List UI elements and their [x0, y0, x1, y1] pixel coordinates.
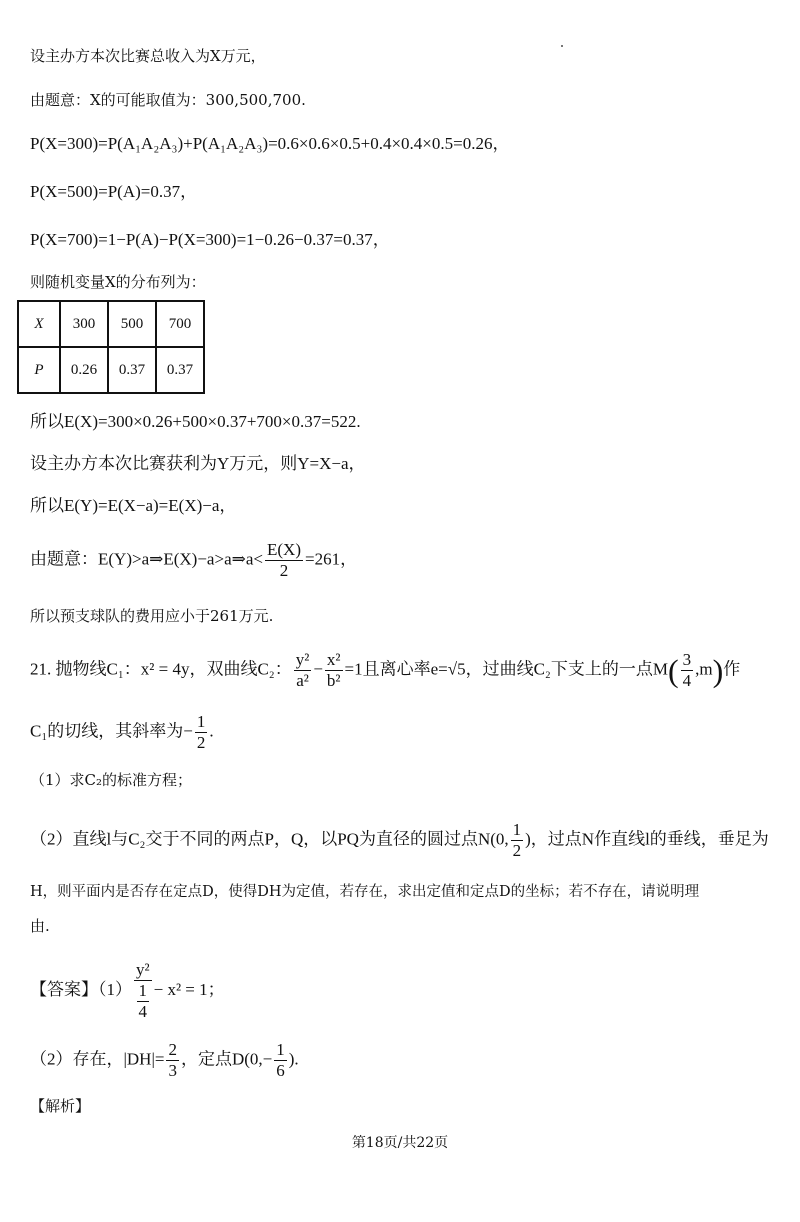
question-21-part-1: （1）求C₂的标准方程；	[30, 771, 193, 789]
speck-dot	[561, 45, 563, 47]
answer-part-1: 【答案】（1） $\frac{\text{y²}}{\frac{1}{4}}$ − x² = 1；	[30, 960, 225, 1021]
table-cell: 300	[60, 301, 108, 347]
equation-inequality: 由题意：E(Y)>a⇒E(X)−a>a⇒a< $\frac{E(X)}{2}$ =261，	[30, 540, 358, 580]
question-21-part-2-end: 由.	[30, 917, 50, 935]
table-cell: X	[18, 301, 60, 347]
equation-p700: P(X=700)=1−P(A)−P(X=300)=1−0.26−0.37=0.37，	[30, 230, 390, 249]
table-cell: 700	[156, 301, 204, 347]
page-footer: 第18页/共22页	[351, 1135, 449, 1151]
text-line-conclusion: 所以预支球队的费用应小于261万元.	[30, 607, 274, 625]
fraction: $\frac{E(X)}{2}$	[267, 540, 301, 580]
question-21-part-2-cont: H，则平面内是否存在定点D，使得DH为定值，若存在，求出定值和定点D的坐标；若不存在，请说明理	[30, 884, 700, 900]
fraction: $\frac{\text{y²}}{\frac{1}{4}}$	[136, 960, 150, 1021]
question-21-part-2: （2）直线l与C₂交于不同的两点P，Q，以PQ为直径的圆过点N(0, $\frac{1}{2}$ )，过点N作直线l的垂线，垂足为	[30, 820, 769, 860]
equation-p300: P(X=300)=P(A₁A₂A₃)+P(A₁A₂A₃)=0.6×0.6×0.5+0.4×0.4×0.5=0.26，	[30, 134, 510, 153]
text-line-profit: 设主办方本次比赛获利为Y万元，则Y=X−a，	[30, 454, 366, 473]
distribution-table	[17, 300, 205, 394]
equation-ey: 所以E(Y)=E(X−a)=E(X)−a，	[30, 496, 237, 515]
table-cell: 0.37	[108, 347, 156, 393]
table-cell: 500	[108, 301, 156, 347]
equation-ex: 所以E(X)=300×0.26+500×0.37+700×0.37=522.	[30, 412, 361, 431]
table-row	[18, 301, 204, 347]
question-21-stem: 21. 抛物线C₁：x² = 4y，双曲线C₂： $\frac{\text{y²}}{\text{a²}}$ − $\frac{\text{x²}}{\text{b²}}$ =1且离心率e=√5，过曲线C₂下支上的一点M( $\frac{3}{4}$ ,m)作	[30, 650, 741, 690]
text-line-distribution: 则随机变量X的分布列为：	[30, 273, 206, 291]
table-cell: 0.37	[156, 347, 204, 393]
table-cell: 0.26	[60, 347, 108, 393]
question-21-stem-cont: C₁的切线，其斜率为− $\frac{1}{2}$ .	[30, 712, 214, 752]
equation-p500: P(X=500)=P(A)=0.37，	[30, 182, 198, 201]
text-line-2: 由题意：X的可能取值为：300,500,700.	[30, 91, 306, 109]
answer-part-2: （2）存在，|DH|= $\frac{2}{3}$ ，定点D(0,− $\frac{1}{6}$ ).	[30, 1040, 299, 1080]
text-line-1: 设主办方本次比赛总收入为X万元，	[30, 47, 266, 65]
table-cell: P	[18, 347, 60, 393]
analysis-heading: 【解析】	[30, 1097, 91, 1115]
table-row	[18, 347, 204, 393]
